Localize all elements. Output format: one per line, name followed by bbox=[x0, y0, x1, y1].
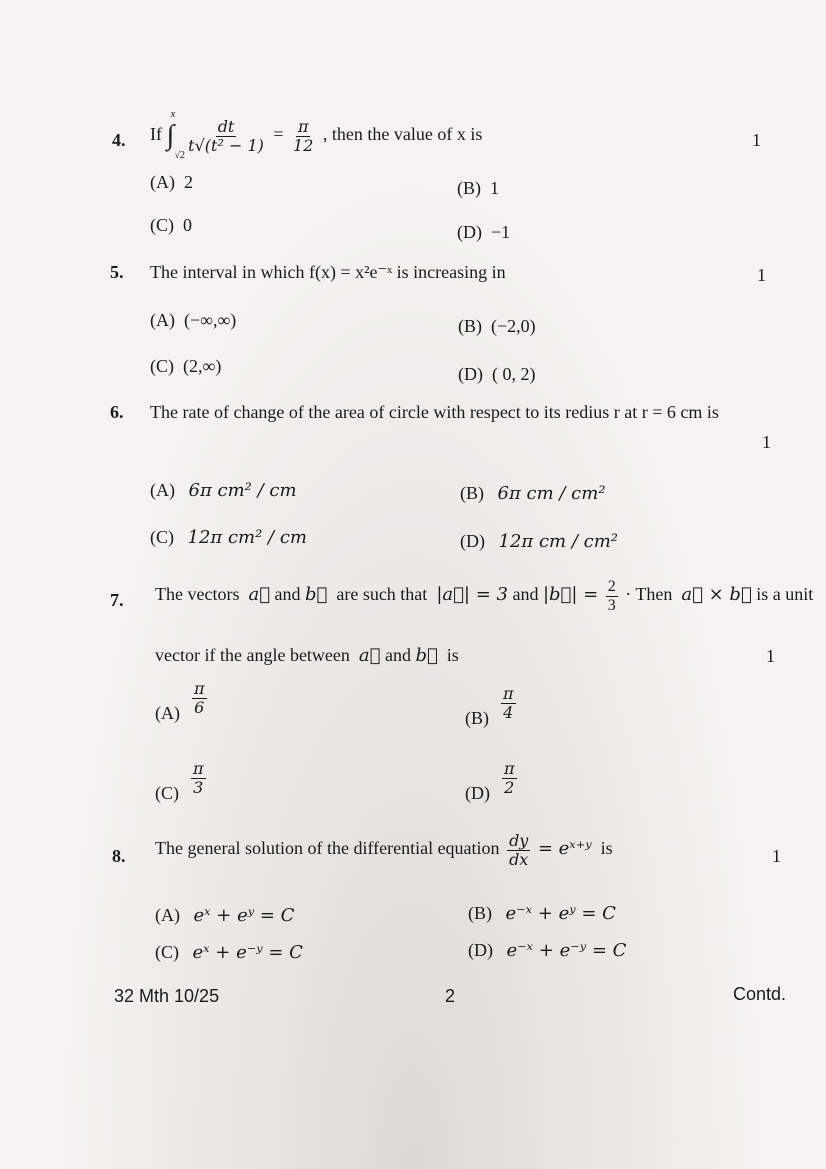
option-a: (A) 2 bbox=[150, 172, 193, 192]
continued-label: Contd. bbox=[733, 984, 787, 1004]
option-b: (B) $\frac{\pi}{4}$ bbox=[465, 684, 514, 729]
option-d: (D) e⁻ˣ + e⁻ʸ = C bbox=[468, 940, 627, 961]
question-text: The general solution of the differential equation $\frac{dy}{dx}$ = eˣ⁺ʸ is bbox=[155, 831, 613, 869]
derivative-fraction: $\frac{dy}{dx}$ bbox=[509, 831, 529, 869]
marks: 1 bbox=[762, 432, 771, 452]
rhs-fraction: $\frac{\pi}{12}$ bbox=[293, 117, 314, 155]
page-number: 2 bbox=[445, 986, 456, 1006]
question-number: 5. bbox=[110, 262, 124, 282]
option-c: (C) eˣ + e⁻ʸ = C bbox=[155, 942, 303, 963]
integral-sign: ∫ x √2 bbox=[166, 108, 185, 162]
question-number: 4. bbox=[112, 130, 126, 150]
question-number: 8. bbox=[112, 846, 126, 866]
option-a: (A) $\frac{\pi}{6}$ bbox=[155, 679, 205, 724]
integrand-fraction: $\frac{dt}{\text{t√(t² − 1)}}$ bbox=[188, 117, 264, 155]
marks: 1 bbox=[766, 646, 775, 666]
option-d: (D) $\frac{\pi}{2}$ bbox=[465, 759, 515, 804]
option-d: (D) −1 bbox=[457, 222, 511, 242]
marks: 1 bbox=[772, 846, 781, 866]
option-a: (A) (−∞,∞) bbox=[150, 310, 237, 330]
question-text: If ∫ x √2 $\frac{dt}{\text{t√(t² − 1)}}$ = $\frac{\pi}{12}$ , then the value of x is bbox=[150, 108, 483, 162]
option-c: (C) $\frac{\pi}{3}$ bbox=[155, 759, 204, 804]
paper-code: 32 Mth 10/25 bbox=[114, 986, 220, 1006]
question-number: 7. bbox=[110, 590, 124, 610]
option-a: (A) eˣ + eʸ = C bbox=[155, 905, 295, 926]
question-number: 6. bbox=[110, 402, 124, 422]
marks: 1 bbox=[757, 265, 766, 285]
question-text-line1: The vectors a⃗ and b⃗ are such that |a⃗| = 3 and |b⃗| = $\frac{2}{3}$ · Then a⃗ × b⃗ is a unit bbox=[155, 578, 814, 614]
question-text: The rate of change of the area of circle with respect to its redius r at r = 6 cm is bbox=[150, 402, 719, 422]
option-b: (B) 1 bbox=[457, 178, 499, 198]
question-text: The interval in which f(x) = x²e⁻ˣ is increasing in bbox=[150, 262, 506, 282]
option-b: (B) (−2,0) bbox=[458, 316, 536, 336]
option-b: (B) e⁻ˣ + eʸ = C bbox=[468, 903, 616, 924]
option-c: (C) 12π cm² / cm bbox=[150, 527, 307, 548]
marks: 1 bbox=[752, 130, 761, 150]
option-a: (A) 6π cm² / cm bbox=[150, 480, 297, 501]
magnitude-fraction: $\frac{2}{3}$ bbox=[607, 578, 616, 614]
option-d: (D) ( 0, 2) bbox=[458, 364, 536, 384]
option-d: (D) 12π cm / cm² bbox=[460, 531, 618, 552]
option-c: (C) 0 bbox=[150, 215, 192, 235]
question-text-line2: vector if the angle between a⃗ and b⃗ is bbox=[155, 645, 459, 666]
option-b: (B) 6π cm / cm² bbox=[460, 483, 606, 504]
option-c: (C) (2,∞) bbox=[150, 356, 222, 376]
